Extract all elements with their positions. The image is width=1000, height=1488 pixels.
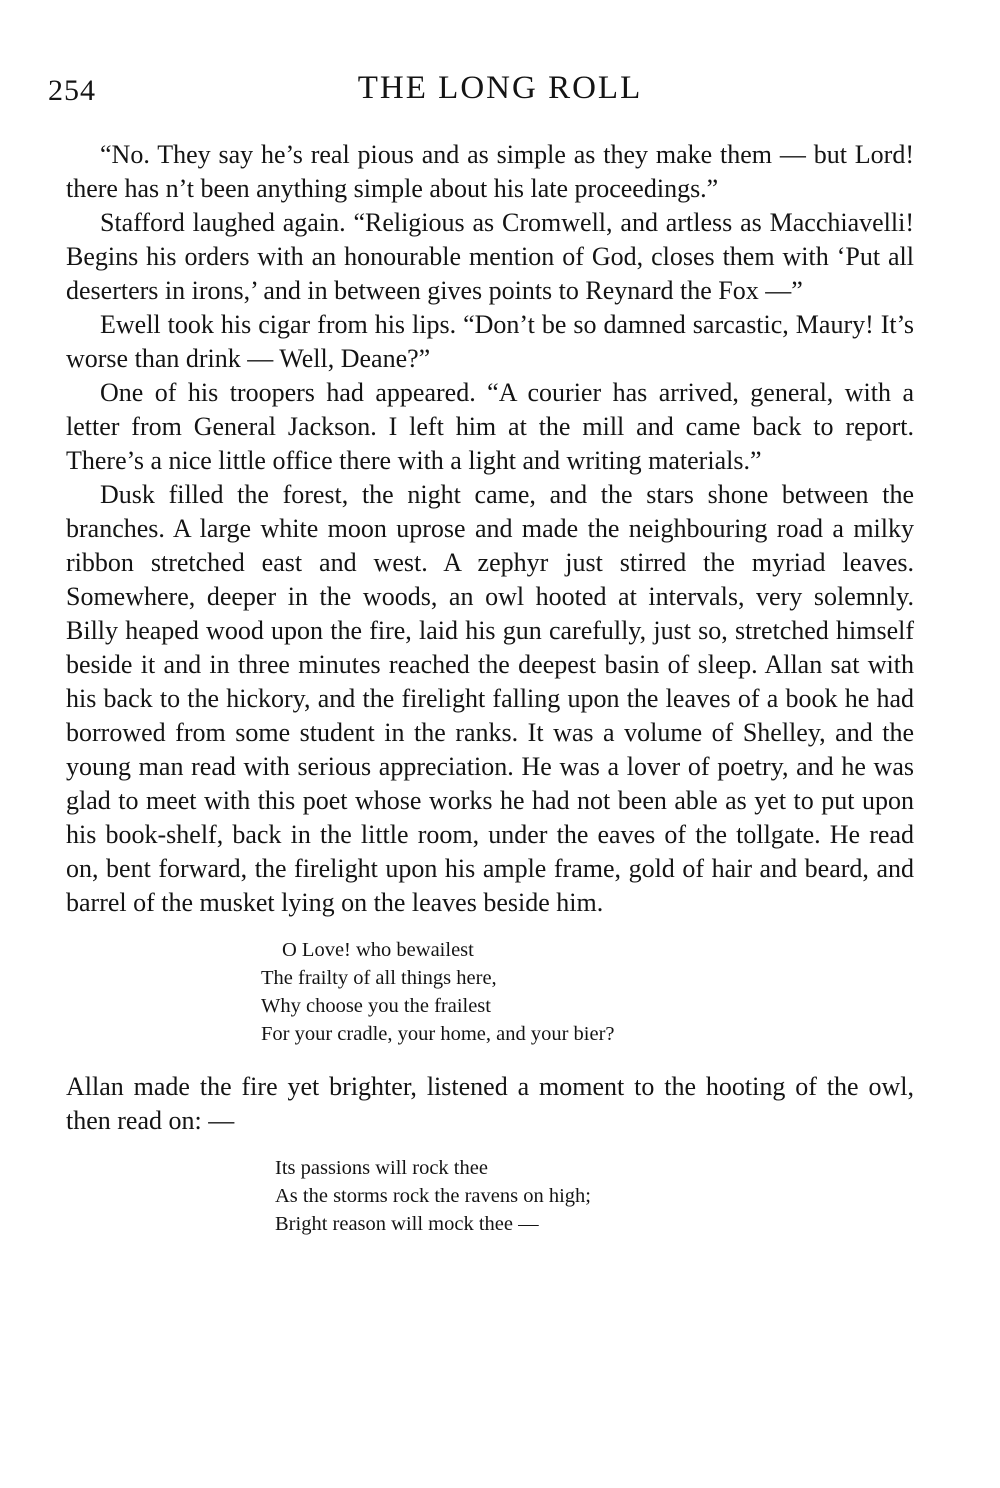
running-title: THE LONG ROLL <box>357 70 643 106</box>
poem-stanza <box>261 936 914 1048</box>
poem-line: As the storms rock the ravens on high; <box>275 1185 591 1207</box>
poem-line: Bright reason will mock thee — <box>275 1213 539 1235</box>
paragraph: Stafford laughed again. “Religious as Cromwell, and artless as Macchiavelli! Begins his orders with an honourable mention of God, closes them with ‘Put all deserters in irons,’ and in between gives points to Reynard the Fox —” <box>66 208 914 305</box>
paragraph: Dusk filled the forest, the night came, and the stars shone between the branches. A large white moon uprose and made the neighbouring road a milky ribbon stretched east and west. A zephyr just stirred the myriad leaves. Somewhere, deeper in the woods, an owl hooted at intervals, very solemnly. Billy heaped wood upon the fire, laid his gun carefully, just so, stretched himself beside it and in three minutes reached the deepest basin of sleep. Allan sat with his back to the hickory, and the firelight falling upon the leaves of a book he had borrowed from some student in the ranks. It was a volume of Shelley, and the young man read with serious appreciation. He was a lover of poetry, and he was glad to meet with this poet whose works he had not been able as yet to put upon his book-shelf, back in the little room, under the eaves of the tollgate. He read on, bent forward, the firelight upon his ample frame, gold of hair and beard, and barrel of the musket lying on the leaves beside him. <box>66 480 914 917</box>
poem-stanza <box>275 1154 914 1238</box>
poem-line: O Love! who bewailest <box>282 939 474 961</box>
paragraph: “No. They say he’s real pious and as simple as they make them — but Lord! there has n’t been anything simple about his late proceedings.” <box>66 140 914 203</box>
paragraph: One of his troopers had appeared. “A courier has arrived, general, with a letter from General Jackson. I left him at the mill and came back to report. There’s a nice little office there with a light and writing materials.” <box>66 378 914 475</box>
poem-line: Its passions will rock thee <box>275 1157 488 1179</box>
poem-line: Why choose you the frailest <box>261 995 491 1017</box>
page-number: 254 <box>48 74 96 107</box>
body-text <box>66 138 914 1238</box>
poem-line: The frailty of all things here, <box>261 967 497 989</box>
paragraph: Allan made the fire yet brighter, listened a moment to the hooting of the owl, then read on: — <box>66 1072 914 1135</box>
poem-line: For your cradle, your home, and your bier? <box>261 1023 615 1045</box>
paragraph: Ewell took his cigar from his lips. “Don’t be so damned sarcastic, Maury! It’s worse than drink — Well, Deane?” <box>66 310 914 373</box>
